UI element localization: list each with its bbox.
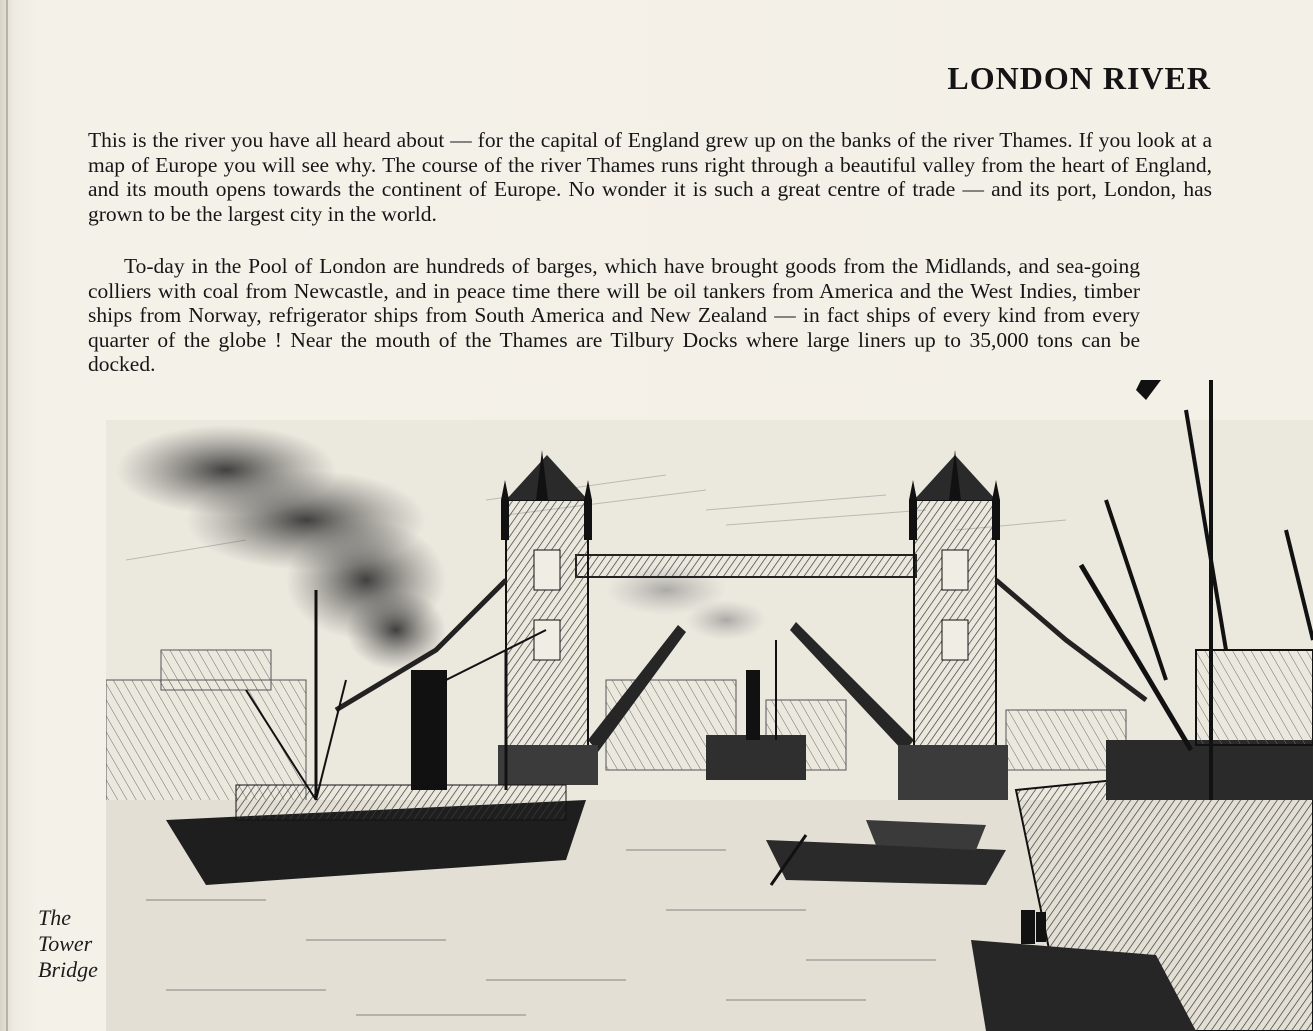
page-spine (6, 0, 8, 1031)
caption-line-1: The (38, 905, 71, 930)
right-tower (909, 450, 1000, 750)
left-pier (498, 745, 598, 785)
upper-walkway (576, 555, 916, 577)
paragraph-pool-of-london: To-day in the Pool of London are hundreds of barges, which have brought goods from the Midlands, and sea-going colliers with coal from Newcastle, and in peace time there will be oil tankers from America and the West Indies, timber ships from Norway, refrigerator ships from South America and New Zealand — in fact ships of every kind from every quarter of the globe ! Near the mouth of the Thames are Tilbury Docks where large liners up to 35,000 tons can be docked. (88, 254, 1140, 377)
paragraph-intro: This is the river you have all heard about — for the capital of England grew up on the banks of the river Thames. If you look at a map of Europe you will see why. The course of the river Thames runs right through a beautiful valley from the heart of England, and its mouth opens towards the continent of Europe. No wonder it is such a great centre of trade — and its port, London, has grown to be the largest city in the world. (88, 128, 1212, 226)
page-title: LONDON RIVER (947, 60, 1211, 96)
caption-line-3: Bridge (38, 957, 98, 982)
left-tower (501, 450, 592, 750)
caption-line-2: Tower (38, 931, 93, 956)
funnel (411, 670, 447, 790)
illustration-caption (38, 905, 98, 983)
tower-bridge-illustration (106, 380, 1313, 1031)
right-pier (898, 745, 1008, 803)
